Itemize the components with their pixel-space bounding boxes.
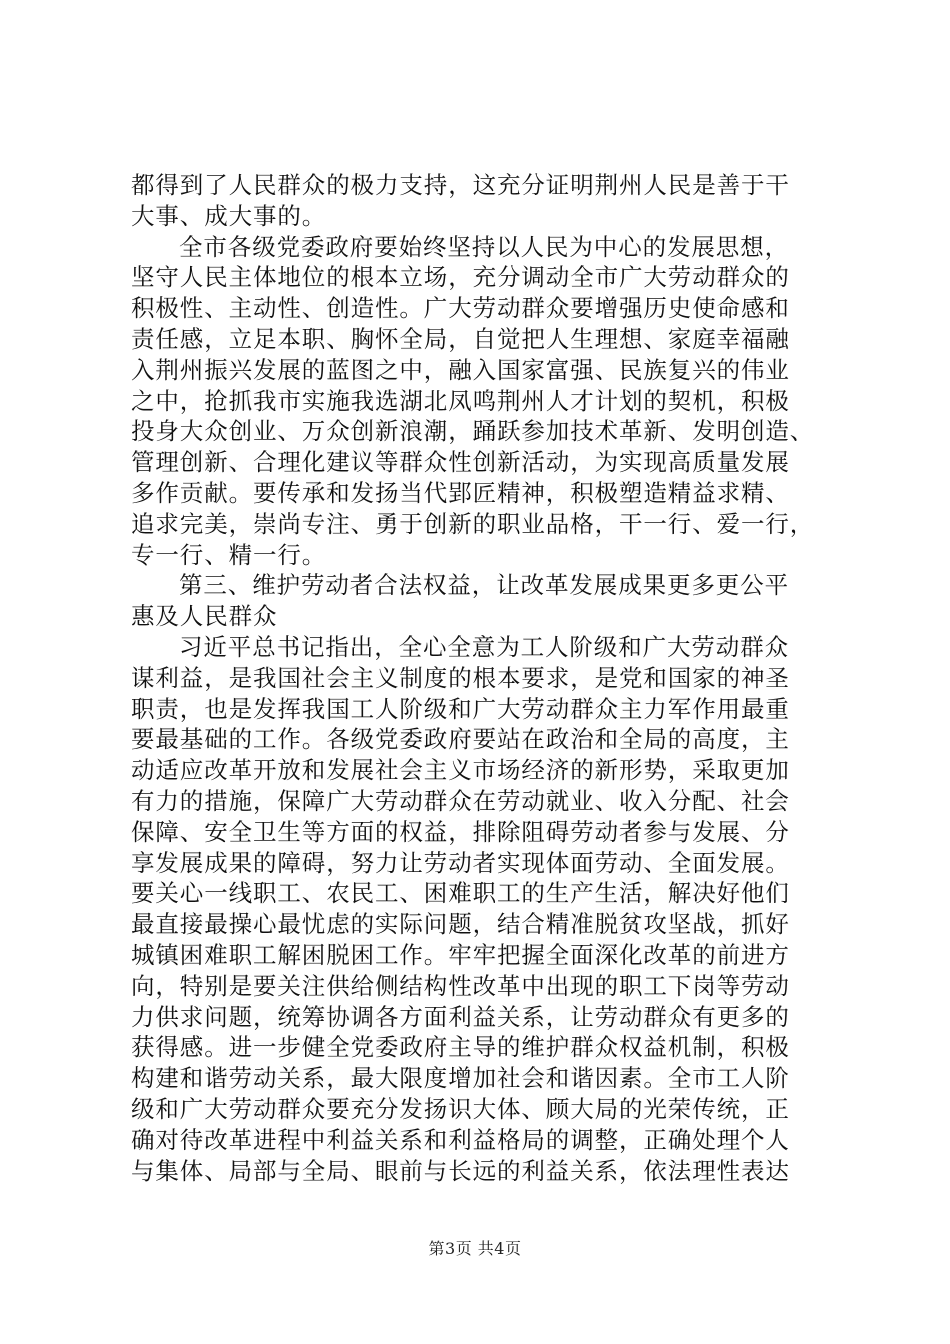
text-line: 坚守人民主体地位的根本立场，充分调动全市广大劳动群众的 — [131, 263, 790, 292]
text-line: 专一行、精一行。 — [131, 540, 327, 569]
text-line: 谋利益，是我国社会主义制度的根本要求，是党和国家的神圣 — [131, 663, 790, 692]
text-line: 级和广大劳动群众要充分发扬识大体、顾大局的光荣传统，正 — [131, 1094, 790, 1123]
text-line: 城镇困难职工解困脱困工作。牢牢把握全面深化改革的前进方 — [131, 940, 790, 969]
text-line: 获得感。进一步健全党委政府主导的维护群众权益机制，积极 — [131, 1033, 790, 1062]
text-line: 保障、安全卫生等方面的权益，排除阻碍劳动者参与发展、分 — [131, 817, 790, 846]
page-indicator: 第3页 共4页 — [428, 1239, 522, 1258]
text-line: 之中，抢抓我市实施我选湖北凤鸣荆州人才计划的契机，积极 — [131, 386, 790, 415]
text-line: 多作贡献。要传承和发扬当代郢匠精神，积极塑造精益求精、 — [131, 478, 790, 507]
text-line: 动适应改革开放和发展社会主义市场经济的新形势，采取更加 — [131, 756, 790, 785]
document-body — [131, 170, 821, 1186]
text-line: 有力的措施，保障广大劳动群众在劳动就业、收入分配、社会 — [131, 786, 790, 815]
page-footer — [0, 1239, 950, 1259]
text-line: 惠及人民群众 — [131, 602, 278, 631]
text-line: 第三、维护劳动者合法权益，让改革发展成果更多更公平 — [179, 571, 789, 600]
text-line: 投身大众创业、万众创新浪潮，踊跃参加技术革新、发明创造、 — [131, 417, 815, 446]
text-line: 习近平总书记指出，全心全意为工人阶级和广大劳动群众 — [179, 632, 789, 661]
text-line: 最直接最操心最忧虑的实际问题，结合精准脱贫攻坚战，抓好 — [131, 910, 790, 939]
text-line: 享发展成果的障碍，努力让劳动者实现体面劳动、全面发展。 — [131, 848, 790, 877]
text-line: 构建和谐劳动关系，最大限度增加社会和谐因素。全市工人阶 — [131, 1064, 790, 1093]
text-line: 全市各级党委政府要始终坚持以人民为中心的发展思想， — [179, 232, 789, 261]
text-line: 要最基础的工作。各级党委政府要站在政治和全局的高度，主 — [131, 725, 790, 754]
text-line: 入荆州振兴发展的蓝图之中，融入国家富强、民族复兴的伟业 — [131, 355, 790, 384]
text-line: 与集体、局部与全局、眼前与长远的利益关系，依法理性表达 — [131, 1156, 790, 1185]
text-line: 大事、成大事的。 — [131, 201, 327, 230]
text-line: 都得到了人民群众的极力支持，这充分证明荆州人民是善于干 — [131, 171, 790, 199]
text-line: 向，特别是要关注供给侧结构性改革中出现的职工下岗等劳动 — [131, 971, 790, 1000]
text-line: 责任感，立足本职、胸怀全局，自觉把人生理想、家庭幸福融 — [131, 324, 790, 353]
text-line: 职责，也是发挥我国工人阶级和广大劳动群众主力军作用最重 — [131, 694, 790, 723]
text-line: 管理创新、合理化建议等群众性创新活动，为实现高质量发展 — [131, 448, 790, 477]
text-line: 要关心一线职工、农民工、困难职工的生产生活，解决好他们 — [131, 879, 790, 908]
text-line: 力供求问题，统筹协调各方面利益关系，让劳动群众有更多的 — [131, 1002, 790, 1031]
text-line: 积极性、主动性、创造性。广大劳动群众要增强历史使命感和 — [131, 294, 790, 323]
text-line: 确对待改革进程中利益关系和利益格局的调整，正确处理个人 — [131, 1125, 790, 1154]
text-line: 追求完美，崇尚专注、勇于创新的职业品格，干一行、爱一行， — [131, 509, 815, 538]
